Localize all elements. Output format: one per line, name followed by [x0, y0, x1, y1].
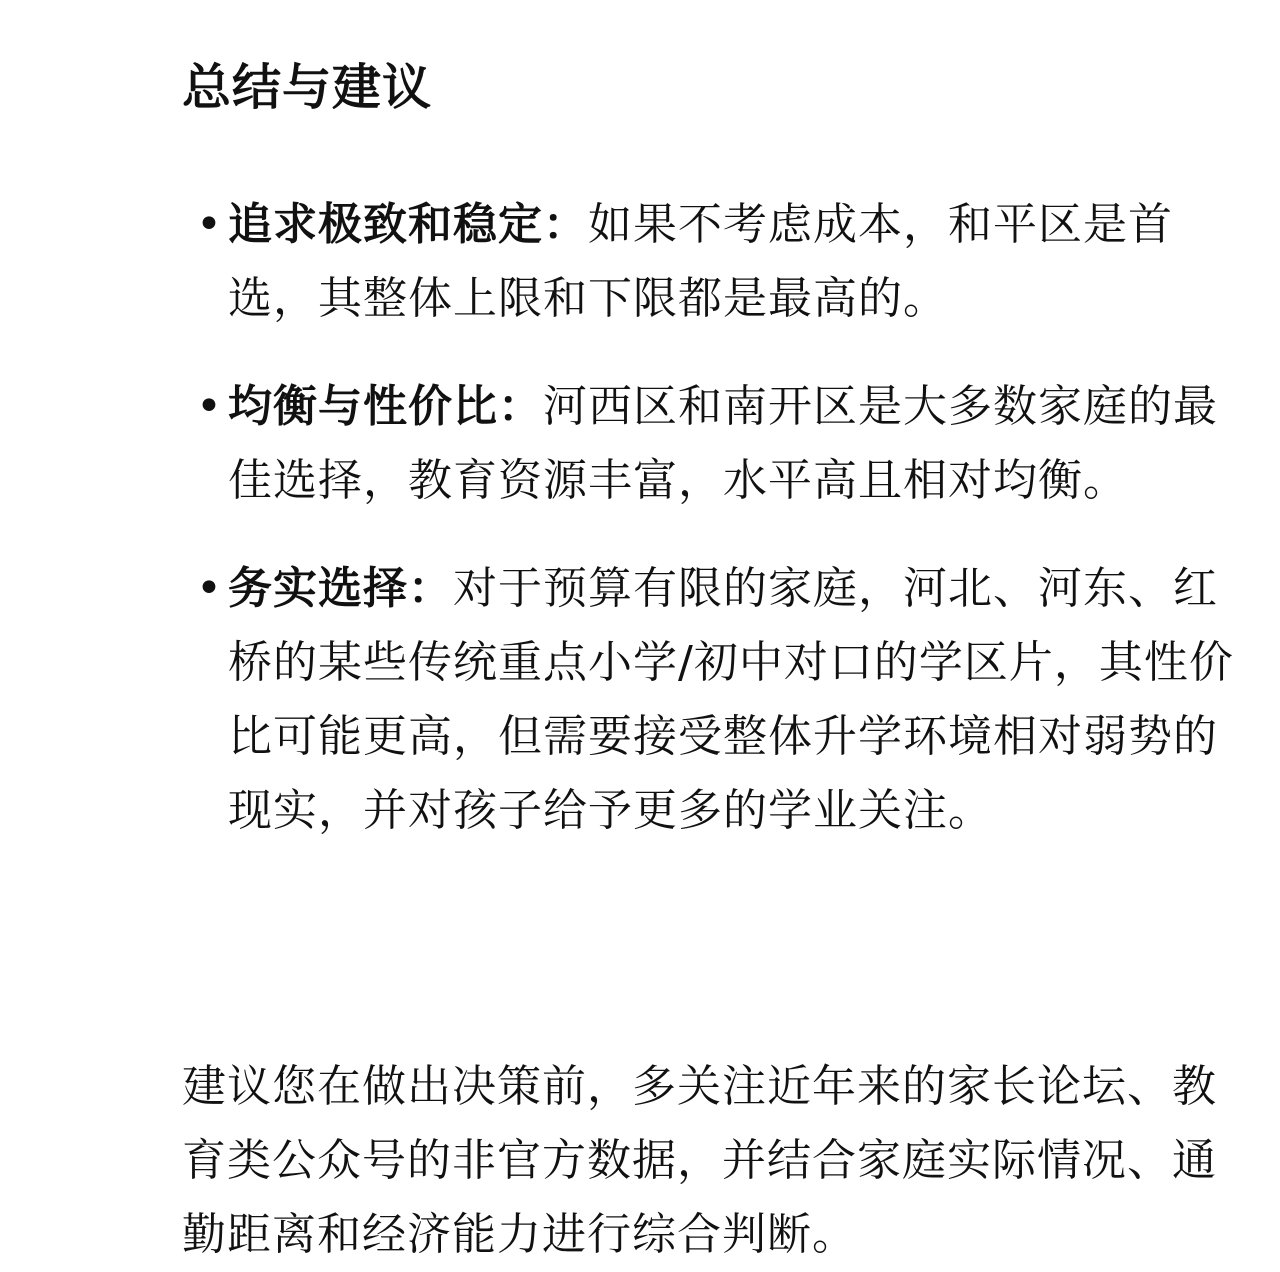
list-item	[0, 370, 1233, 518]
list-item-label: 均衡与性价比：	[228, 381, 543, 432]
list-item	[0, 552, 1238, 848]
bullet-icon: •	[196, 381, 222, 432]
list-item-body: 如果不考虑成本，和平区是首选，其整体上限和下限都是最高的。	[228, 199, 1173, 324]
list-item-text	[228, 199, 1173, 324]
closing-paragraph: 建议您在做出决策前，多关注近年来的家长论坛、教育类公众号的非官方数据，并结合家庭实际情况、通勤距离和经济能力进行综合判断。	[182, 1061, 1217, 1260]
bullet-icon: •	[196, 563, 222, 614]
list-item-text	[228, 370, 1233, 518]
recommendation-list	[0, 188, 1280, 882]
list-item-label: 追求极致和稳定：	[228, 199, 588, 250]
section-heading: 总结与建议	[182, 59, 433, 116]
list-item-body: 对于预算有限的家庭，河北、河东、红桥的某些传统重点小学/初中对口的学区片，其性价比可能更高，但需要接受整体升学环境相对弱势的现实，并对孩子给予更多的学业关注。	[228, 563, 1234, 836]
list-item-text	[228, 563, 1234, 836]
list-item-body: 河西区和南开区是大多数家庭的最佳选择，教育资源丰富，水平高且相对均衡。	[228, 381, 1218, 506]
list-item	[0, 188, 1233, 336]
list-item-label: 务实选择：	[228, 563, 453, 614]
bullet-icon: •	[196, 199, 222, 250]
